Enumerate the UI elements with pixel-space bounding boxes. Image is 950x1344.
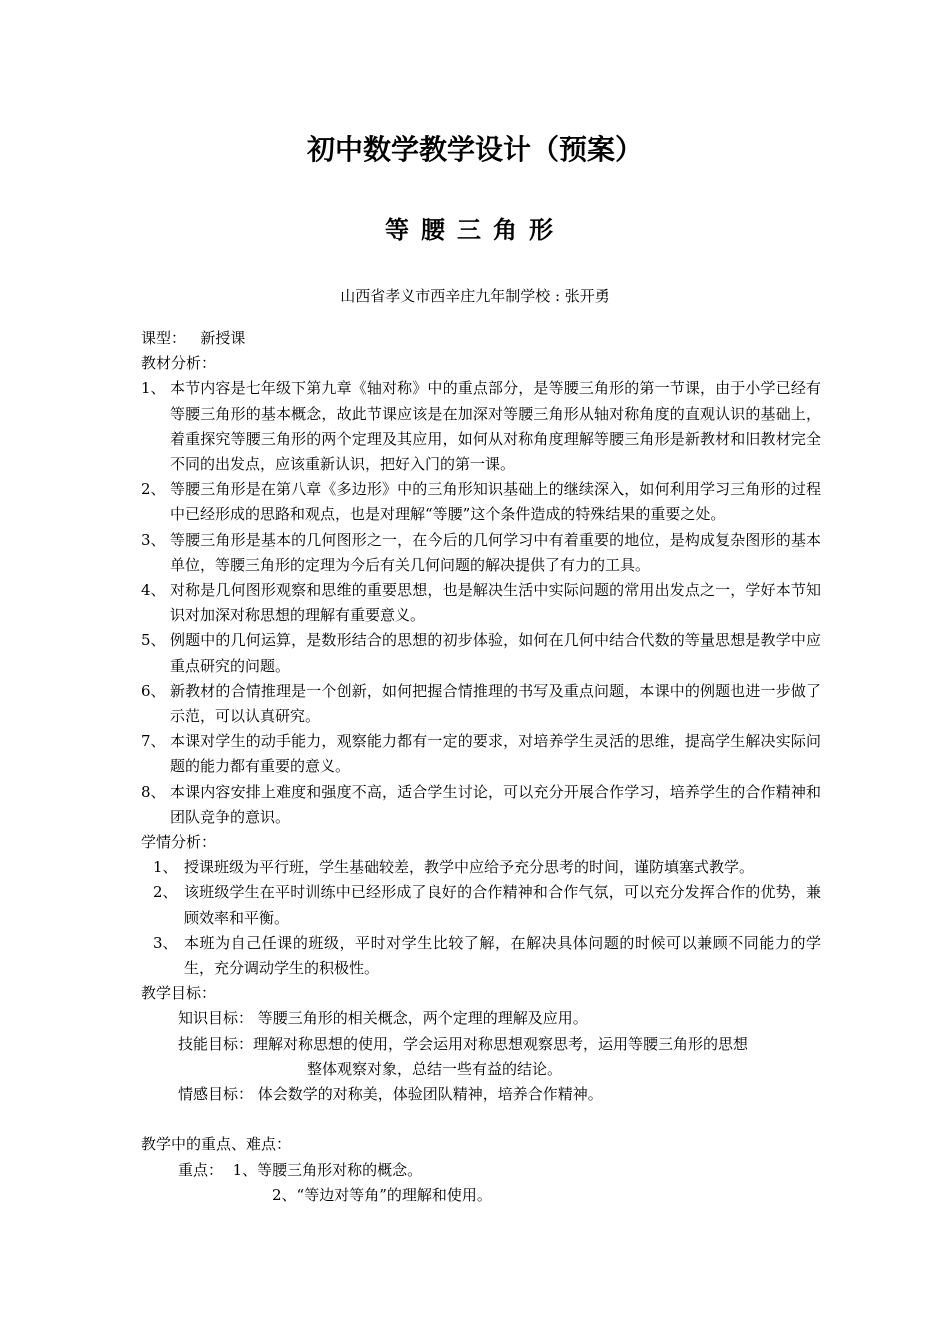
list-item — [141, 578, 821, 628]
skill-goal — [141, 1032, 821, 1082]
item-number: 4、 — [141, 581, 166, 600]
item-number: 2、 — [141, 480, 166, 499]
knowledge-goal — [141, 1006, 821, 1031]
list-item — [141, 628, 821, 678]
emotion-goal-text: 体会数学的对称美，体验团队精神，培养合作精神。 — [257, 1085, 603, 1104]
list-item — [153, 880, 821, 930]
item-text: 新教材的合情推理是一个创新，如何把握合情推理的书写及重点问题，本课中的例题也进一步做了示范，可以认真研究。 — [170, 681, 821, 726]
course-type-label: 课型： — [141, 329, 187, 347]
list-item — [153, 931, 821, 981]
item-text: 等腰三角形是在第八章《多边形》中的三角形知识基础上的继续深入，如何利用学习三角形的过程中已经形成的思路和观点，也是对理解“等腰”这个条件造成的特殊结果的重要之处。 — [170, 480, 821, 524]
list-item — [141, 780, 821, 830]
spacer — [141, 1107, 821, 1132]
item-text: 对称是几何图形观察和思维的重要思想，也是解决生活中实际问题的常用出发点之一，学好本节知识对加深对称思想的理解有重要意义。 — [170, 581, 821, 625]
lesson-title: 等腰三角形 — [385, 216, 565, 244]
item-number: 8、 — [141, 782, 166, 801]
list-item — [141, 376, 821, 477]
knowledge-goal-label: 知识目标： — [178, 1009, 254, 1028]
emotion-goal-label: 情感目标： — [178, 1085, 254, 1104]
course-type — [141, 326, 821, 351]
list-item — [141, 477, 821, 527]
key-points-label: 重点： — [178, 1160, 224, 1179]
item-number: 5、 — [141, 631, 166, 650]
item-number: 1、 — [153, 858, 178, 877]
emotion-goal — [141, 1082, 821, 1107]
list-item — [153, 855, 821, 880]
course-type-value: 新授课 — [200, 329, 246, 347]
key-point-2: 2、“等边对等角”的理解和使用。 — [272, 1185, 492, 1204]
material-analysis-list — [141, 376, 821, 830]
document-title: 初中数学教学设计（预案） — [306, 133, 643, 166]
key-point-1 — [141, 1158, 821, 1183]
skill-goal-label: 技能目标： — [178, 1034, 254, 1053]
key-point-1-text: 1、等腰三角形对称的概念。 — [232, 1160, 423, 1179]
item-text: 本班为自己任课的班级，平时对学生比较了解，在解决具体问题的时候可以兼顾不同能力的学生，充分调动学生的积极性。 — [184, 933, 821, 978]
item-number: 7、 — [141, 732, 166, 751]
item-text: 授课班级为平行班，学生基础较差，教学中应给予充分思考的时间，谨防填塞式教学。 — [184, 858, 755, 877]
item-text: 本课内容安排上难度和强度不高，适合学生讨论，可以充分开展合作学习，培养学生的合作精神和团队竞争的意识。 — [170, 782, 821, 826]
key-points-heading: 教学中的重点、难点： — [141, 1135, 292, 1154]
item-number: 2、 — [153, 883, 178, 902]
item-number: 3、 — [141, 530, 166, 549]
item-number: 1、 — [141, 379, 166, 398]
skill-goal-text: 理解对称思想的使用，学会运用对称思想观察思考，运用等腰三角形的思想 — [253, 1034, 749, 1053]
item-text: 例题中的几何运算，是数形结合的思想的初步体验，如何在几何中结合代数的等量思想是教学中应重点研究的问题。 — [170, 631, 821, 675]
student-analysis-list — [141, 855, 821, 981]
item-number: 3、 — [153, 933, 178, 952]
item-text: 等腰三角形是基本的几何图形之一，在今后的几何学习中有着重要的地位，是构成复杂图形的基本单位，等腰三角形的定理为今后有关几何问题的解决提供了有力的工具。 — [170, 530, 821, 574]
item-text: 本课对学生的动手能力，观察能力都有一定的要求，对培养学生灵活的思维，提高学生解决实际问题的能力都有重要的意义。 — [170, 732, 821, 776]
teaching-goals-heading: 教学目标： — [141, 984, 217, 1003]
skill-goal-continuation: 整体观察对象，总结一些有益的结论。 — [307, 1059, 563, 1078]
document-body — [141, 326, 821, 1208]
author-line: 山西省孝义市西辛庄九年制学校 : 张开勇 — [340, 287, 610, 305]
item-number: 6、 — [141, 681, 166, 700]
list-item — [141, 679, 821, 729]
knowledge-goal-text: 等腰三角形的相关概念，两个定理的理解及应用。 — [257, 1009, 588, 1028]
item-text: 本节内容是七年级下第九章《轴对称》中的重点部分，是等腰三角形的第一节课，由于小学已经有等腰三角形的基本概念，故此节课应该是在加深对等腰三角形从轴对称角度的直观认识的基础上，着重探究等腰三角形的两个定理及其应用，如何从对称角度理解等腰三角形是新教材和旧教材完全不同的出发点，应该重新认识，把好入门的第一课。 — [170, 379, 821, 474]
list-item — [141, 729, 821, 779]
list-item — [141, 528, 821, 578]
material-analysis-heading: 教材分析： — [141, 354, 217, 373]
student-analysis-heading: 学情分析： — [141, 833, 217, 852]
item-text: 该班级学生在平时训练中已经形成了良好的合作精神和合作气氛，可以充分发挥合作的优势，兼顾效率和平衡。 — [184, 883, 821, 927]
